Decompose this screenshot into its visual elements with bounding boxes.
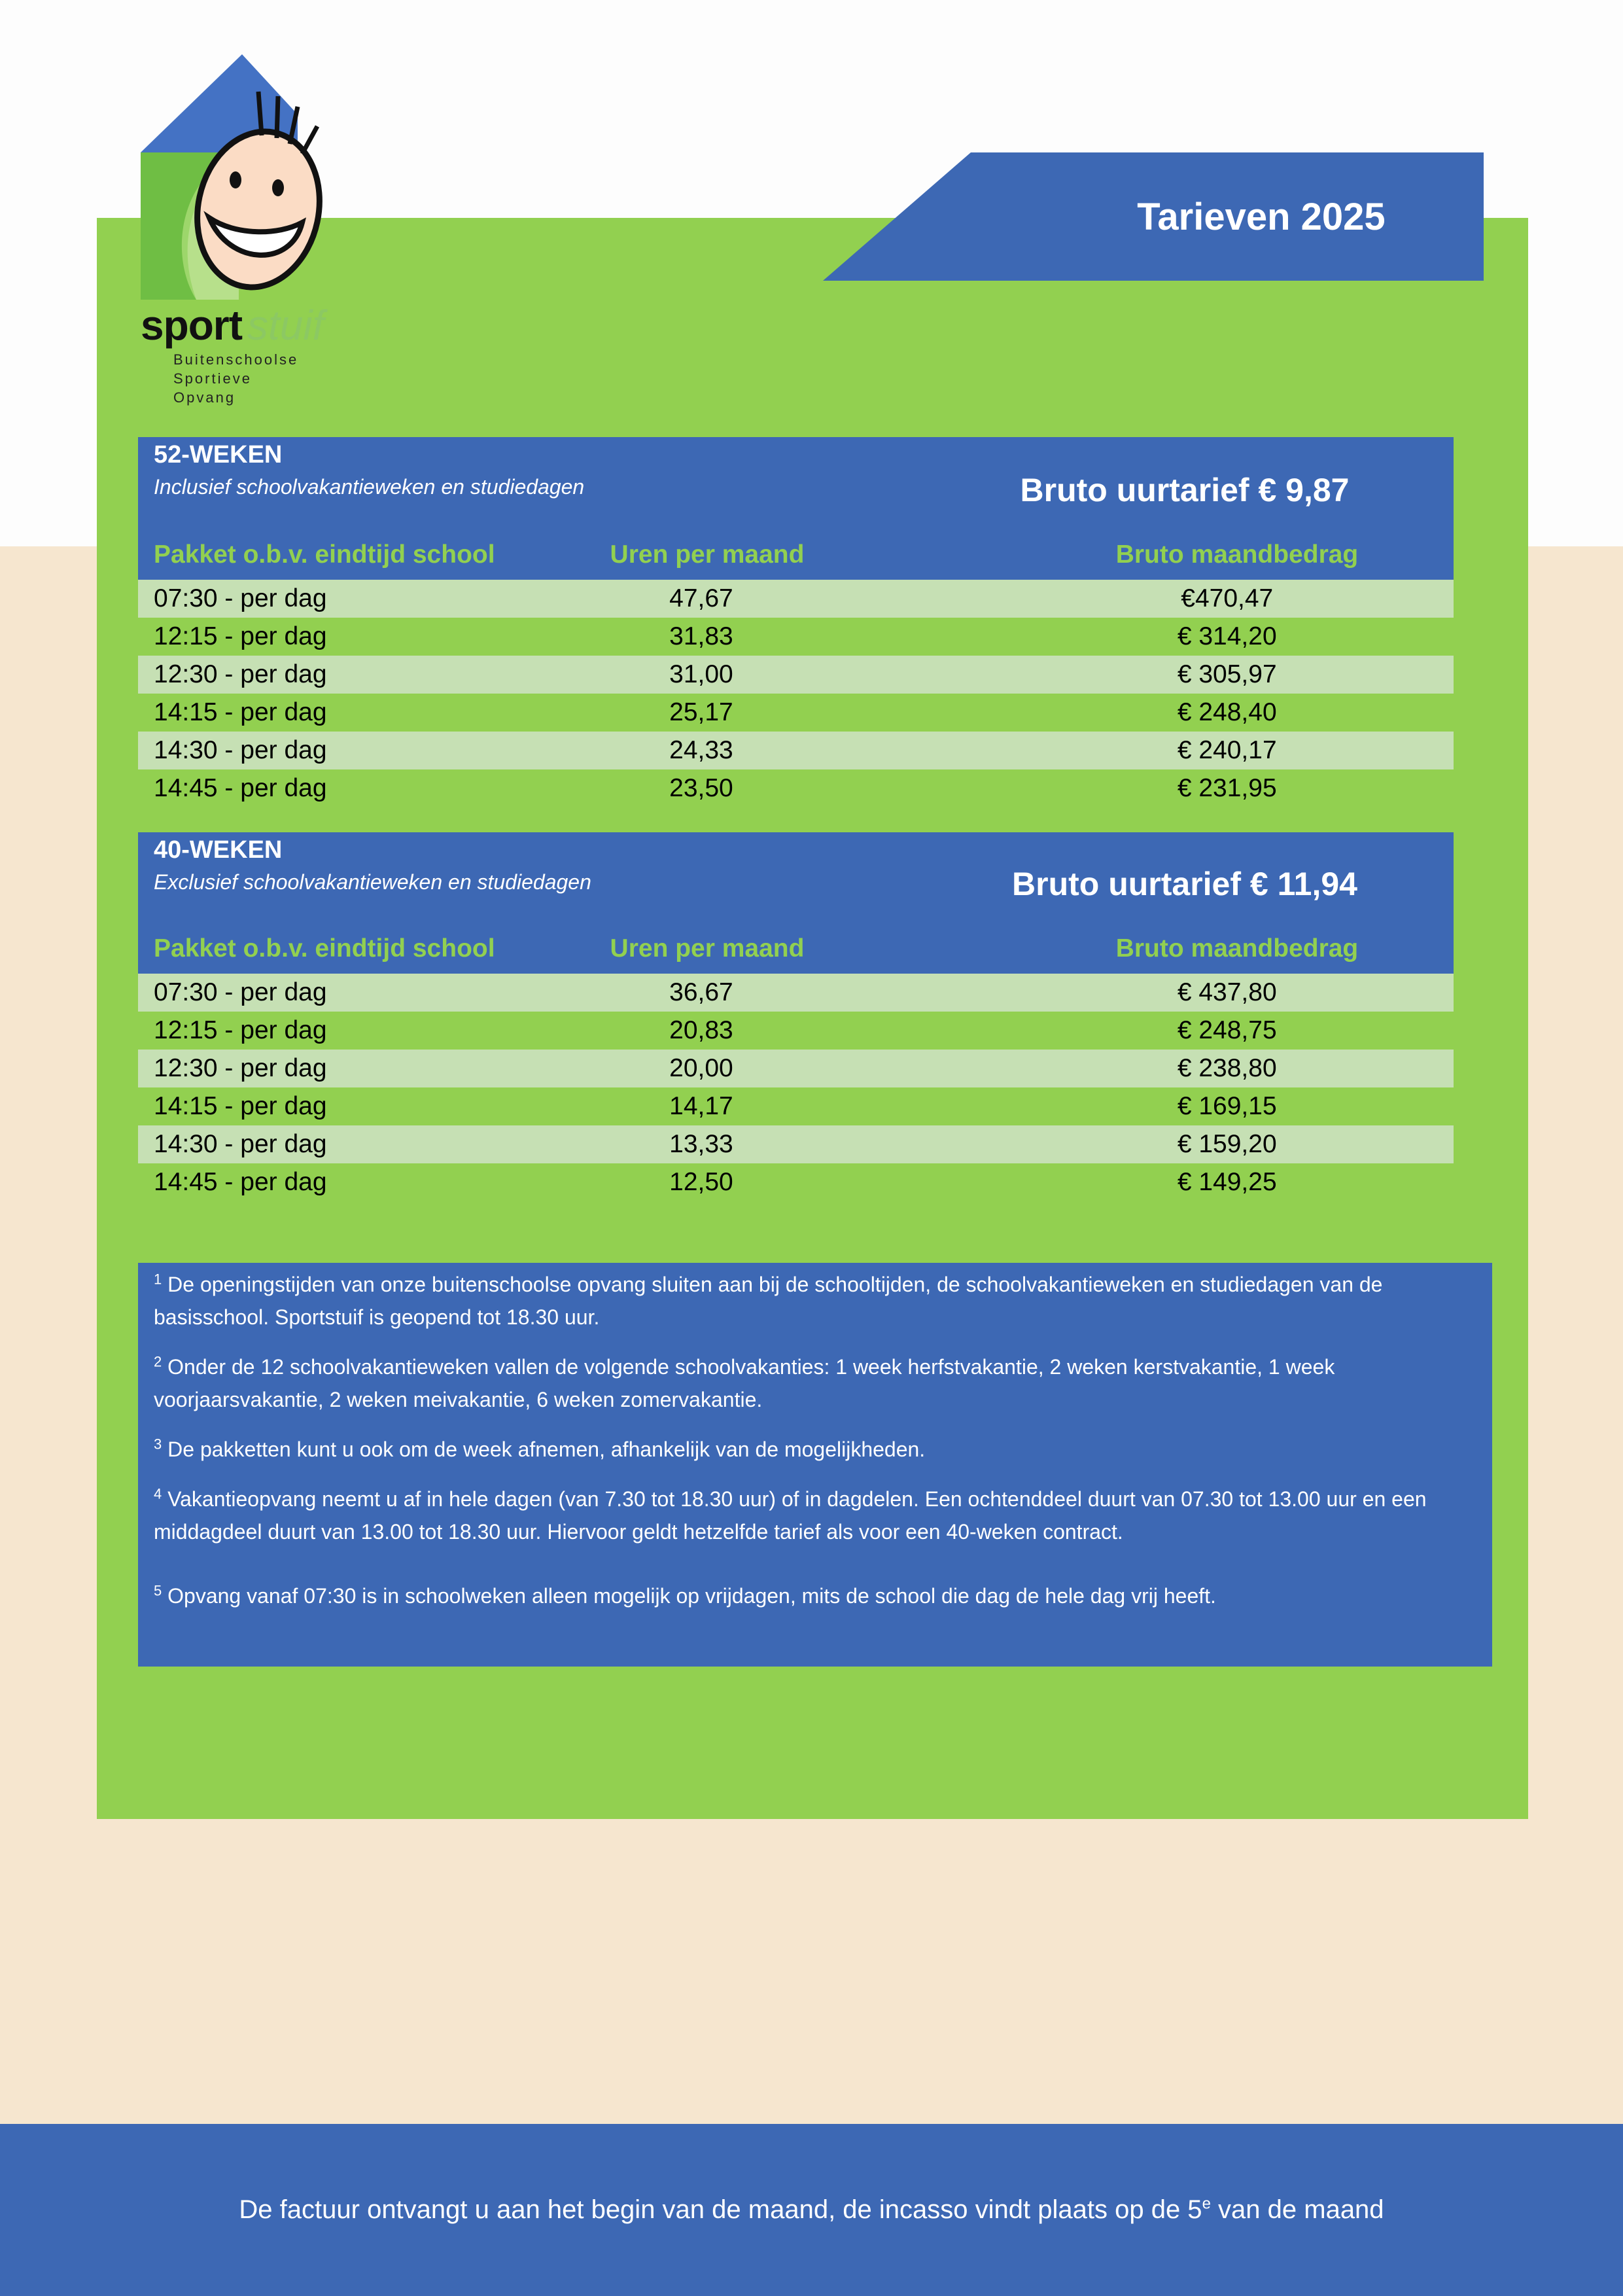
footer-text (239, 2195, 1384, 2225)
cell-uren: 23,50 (669, 774, 733, 802)
table-row (138, 618, 1454, 656)
table-row (138, 694, 1454, 732)
cell-pakket: 12:15 - per dag (154, 1016, 327, 1044)
logo-subtitle (173, 350, 298, 407)
cell-uren: 31,83 (669, 622, 733, 650)
table-row (138, 1125, 1454, 1163)
footnote (154, 1351, 1476, 1416)
cell-pakket: 07:30 - per dag (154, 584, 327, 612)
cell-pakket: 14:15 - per dag (154, 1092, 327, 1120)
footnote-text: Onder de 12 schoolvakantieweken vallen de volgende schoolvakanties: 1 week herfstvakantie, 2 weken kerstvakantie, 1 week voorjaarsvakantie, 2 weken meivakantie, 6 weken zomervakantie. (154, 1355, 1335, 1411)
table-subtitle: Inclusief schoolvakantieweken en studiedagen (154, 475, 585, 499)
logo-sub-line: Opvang (173, 389, 236, 406)
cell-uren: 36,67 (669, 978, 733, 1006)
cell-pakket: 14:15 - per dag (154, 698, 327, 726)
column-header-uren: Uren per maand (610, 934, 805, 963)
cell-uren: 13,33 (669, 1130, 733, 1158)
column-header-uren: Uren per maand (610, 540, 805, 569)
sportstuif-logo (131, 49, 393, 415)
page-title: Tarieven 2025 (1137, 195, 1386, 238)
column-header-bedrag: Bruto maandbedrag (1115, 540, 1359, 569)
logo-mascot-icon (131, 49, 393, 311)
table-row (138, 1163, 1454, 1201)
cell-pakket: 07:30 - per dag (154, 978, 327, 1006)
footnote (154, 1433, 1476, 1466)
footnote-number: 2 (154, 1353, 162, 1370)
footnote (154, 1483, 1476, 1548)
footer-text-start: De factuur ontvangt u aan het begin van de maand, de incasso vindt plaats op de 5 (239, 2195, 1202, 2224)
cell-pakket: 12:15 - per dag (154, 622, 327, 650)
footer-bar (0, 2124, 1623, 2296)
cell-pakket: 14:30 - per dag (154, 1130, 327, 1158)
hourly-rate: Bruto uurtarief € 11,94 (1012, 866, 1357, 902)
footnote-number: 3 (154, 1436, 162, 1453)
cell-bedrag: € 305,97 (1177, 660, 1277, 688)
footnote-number: 1 (154, 1271, 162, 1288)
table-row (138, 1087, 1454, 1125)
cell-uren: 24,33 (669, 736, 733, 764)
cell-pakket: 12:30 - per dag (154, 660, 327, 688)
footnote-text: Opvang vanaf 07:30 is in schoolweken alleen mogelijk op vrijdagen, mits de school die dag de hele dag vrij heeft. (162, 1584, 1216, 1608)
logo-sub-line: Buitenschoolse (173, 351, 299, 368)
footnote-text: De openingstijden van onze buitenschoolse opvang sluiten aan bij de schooltijden, de schoolvakantieweken en studiedagen van de basisschool. Sportstuif is geopend tot 18.30 uur. (154, 1273, 1383, 1329)
cell-uren: 20,83 (669, 1016, 733, 1044)
table-header (138, 832, 1454, 974)
table-row (138, 974, 1454, 1012)
table-row (138, 732, 1454, 769)
table-40-weken (138, 832, 1454, 1201)
cell-uren: 47,67 (669, 584, 733, 612)
column-header-pakket: Pakket o.b.v. eindtijd school (154, 540, 495, 569)
column-header-pakket: Pakket o.b.v. eindtijd school (154, 934, 495, 963)
logo-word-stuif: stuif (247, 302, 324, 349)
table-row (138, 580, 1454, 618)
footnote-number: 5 (154, 1582, 162, 1599)
table-row (138, 1050, 1454, 1087)
cell-pakket: 14:45 - per dag (154, 1168, 327, 1196)
cell-bedrag: € 248,40 (1177, 698, 1277, 726)
cell-bedrag: € 231,95 (1177, 774, 1277, 802)
cell-uren: 31,00 (669, 660, 733, 688)
table-title: 52-WEKEN (154, 441, 283, 468)
table-52-weken (138, 437, 1454, 807)
cell-bedrag: € 240,17 (1177, 736, 1277, 764)
logo-sub-line: Sportieve (173, 370, 252, 387)
footer-superscript: e (1202, 2195, 1211, 2213)
column-header-bedrag: Bruto maandbedrag (1115, 934, 1359, 963)
cell-bedrag: € 159,20 (1177, 1130, 1277, 1158)
cell-uren: 14,17 (669, 1092, 733, 1120)
table-row (138, 656, 1454, 694)
title-banner (823, 152, 1484, 281)
cell-uren: 25,17 (669, 698, 733, 726)
cell-bedrag: € 248,75 (1177, 1016, 1277, 1044)
table-subtitle: Exclusief schoolvakantieweken en studiedagen (154, 870, 591, 894)
cell-pakket: 12:30 - per dag (154, 1054, 327, 1082)
cell-bedrag: € 314,20 (1177, 622, 1277, 650)
cell-uren: 20,00 (669, 1054, 733, 1082)
footnote-text: Vakantieopvang neemt u af in hele dagen (van 7.30 tot 18.30 uur) of in dagdelen. Een ochtenddeel duurt van 07.30 tot 13.00 uur en een middagdeel duurt van 13.00 tot 18.30 uur. Hiervoor geldt hetzelfde tarief als voor een 40-weken contract. (154, 1487, 1427, 1544)
footnote (154, 1580, 1476, 1612)
footnote-number: 4 (154, 1485, 162, 1502)
cell-bedrag: € 169,15 (1177, 1092, 1277, 1120)
cell-bedrag: € 149,25 (1177, 1168, 1277, 1196)
cell-bedrag: €470,47 (1181, 584, 1274, 612)
logo-word-sport: sport (141, 302, 242, 349)
cell-pakket: 14:30 - per dag (154, 736, 327, 764)
footnote (154, 1268, 1476, 1333)
table-row (138, 769, 1454, 807)
table-header (138, 437, 1454, 580)
cell-bedrag: € 238,80 (1177, 1054, 1277, 1082)
footnote-text: De pakketten kunt u ook om de week afnemen, afhankelijk van de mogelijkheden. (162, 1438, 926, 1461)
cell-bedrag: € 437,80 (1177, 978, 1277, 1006)
hourly-rate: Bruto uurtarief € 9,87 (1020, 472, 1350, 508)
footer-text-end: van de maand (1210, 2195, 1384, 2224)
footnotes-box (138, 1263, 1492, 1667)
table-title: 40-WEKEN (154, 836, 283, 864)
cell-pakket: 14:45 - per dag (154, 774, 327, 802)
cell-uren: 12,50 (669, 1168, 733, 1196)
table-row (138, 1012, 1454, 1050)
